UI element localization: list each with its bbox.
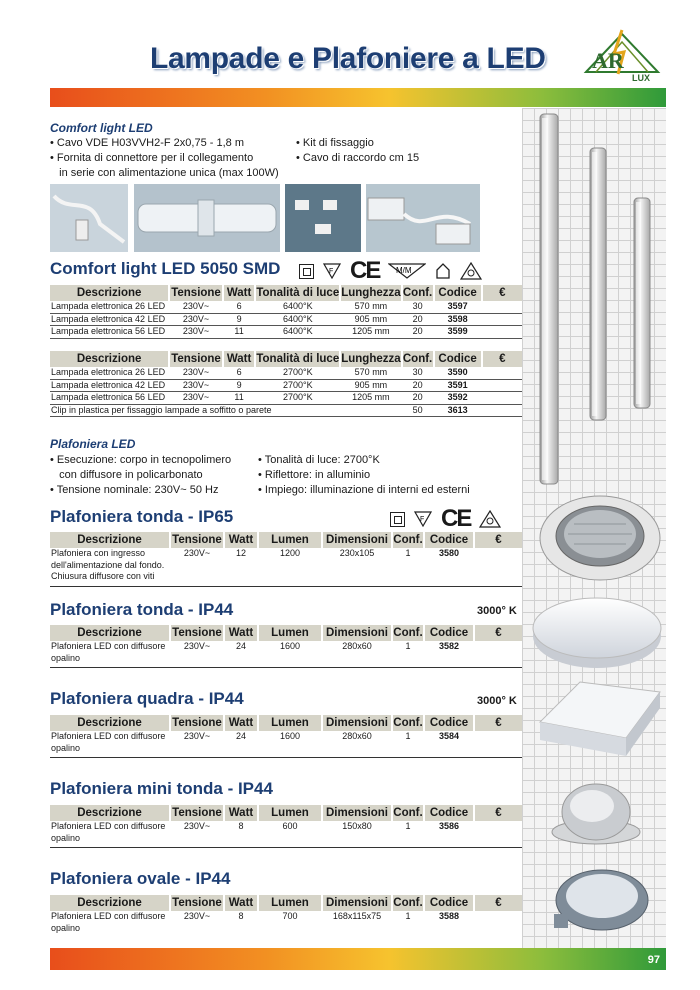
table-row: Plafoniera LED con diffusore opalino 230V~ 8 700 168x115x75 1 3588	[51, 911, 460, 933]
feature-item: • Kit di fissaggio	[296, 137, 374, 149]
col-descrizione: Descrizione	[50, 285, 169, 301]
product-heading: Plafoniera quadra - IP44	[50, 689, 244, 708]
feature-item: • Cavo VDE H03VVH2-F 2x0,75 - 1,8 m	[50, 137, 244, 149]
table-header: Descrizione Tensione Watt Lumen Dimensioni Conf. Codice €	[50, 625, 522, 641]
f-mark-icon	[414, 511, 432, 527]
col-conf: Conf.	[402, 353, 433, 365]
table-row: Lampada elettronica 42 LED 230V~ 9 6400°K 905 mm 20 3598	[50, 313, 522, 326]
table-header: Descrizione Tensione Watt Lumen Dimensioni Conf. Codice €	[50, 715, 522, 731]
table-row: Lampada elettronica 56 LED 230V~ 11 2700°K 1205 mm 20 3592	[50, 392, 522, 405]
svg-text:AR: AR	[592, 48, 624, 73]
product-heading: Plafoniera tonda - IP65	[50, 507, 234, 526]
house-icon	[435, 262, 451, 280]
svg-text:M/M: M/M	[396, 266, 412, 275]
product-table	[50, 805, 522, 844]
table-header	[50, 351, 522, 367]
table-header	[50, 285, 522, 301]
feature-item: • Tonalità di luce: 2700°K	[258, 454, 380, 466]
tube-joint-photo	[134, 184, 280, 252]
table-row: Plafoniera con ingresso dell'alimentazione dal fondo. Chiusura diffusore con viti 230V~ 12 1200 230x105 1 3580	[51, 548, 460, 581]
table-header: Descrizione Tensione Watt Lumen Dimensioni Conf. Codice €	[50, 805, 522, 821]
table-row-clip: Clip in plastica per fissaggio lampade a soffitto o parete 50 3613	[50, 404, 522, 417]
product-table	[50, 532, 522, 583]
svg-text:F: F	[420, 516, 425, 523]
feature-item: • Riflettore: in alluminio	[258, 469, 371, 481]
table-row: Lampada elettronica 26 LED 230V~ 6 6400°K 570 mm 30 3597	[50, 301, 522, 313]
col-watt: Watt	[223, 351, 256, 367]
certification-marks	[390, 507, 501, 531]
col-watt: Watt	[223, 285, 256, 301]
col-lunghezza: Lunghezza	[341, 353, 401, 365]
round-ip65-fixture-image	[538, 494, 662, 582]
feature-item: • Impiego: illuminazione di interni ed esterni	[258, 484, 470, 496]
divider	[50, 847, 522, 848]
mini-round-fixture-image	[546, 776, 646, 850]
feature-item: in serie con alimentazione unica (max 100W)	[50, 167, 279, 179]
col-tonalita: Tonalità di luce	[256, 353, 340, 365]
plafoniera-features-left	[50, 453, 231, 498]
table-row: Plafoniera LED con diffusore opalino 230V~ 8 600 150x80 1 3586	[51, 821, 460, 843]
col-tonalita: Tonalità di luce	[256, 287, 340, 299]
product-heading: Plafoniera mini tonda - IP44	[50, 779, 273, 798]
col-price: €	[482, 285, 522, 301]
page-number: 97	[647, 954, 660, 966]
table-row: Plafoniera LED con diffusore opalino 230V~ 24 1600 280x60 1 3582	[51, 641, 460, 663]
col-conf: Conf.	[402, 287, 433, 299]
comfort-features-left	[50, 136, 279, 181]
svg-text:LUX: LUX	[632, 73, 650, 83]
f-mark-icon	[323, 263, 341, 279]
led-tube-image-3	[630, 196, 658, 414]
led-tube-image-2	[586, 146, 614, 426]
feature-item: • Cavo di raccordo cm 15	[296, 152, 420, 164]
divider	[50, 667, 522, 668]
comfort-features-right	[296, 136, 419, 166]
mounting-kit-photo	[285, 184, 361, 252]
svg-text:F: F	[329, 268, 334, 275]
class-ii-icon	[390, 512, 405, 527]
recycling-icon	[479, 510, 501, 528]
certification-marks	[299, 259, 482, 283]
round-ip44-fixture-image	[530, 592, 664, 672]
ce-mark-icon: CE	[350, 257, 380, 284]
table-row: Lampada elettronica 56 LED 230V~ 11 6400°K 1205 mm 20 3599	[50, 326, 522, 339]
ce-mark-icon: CE	[441, 505, 471, 532]
feature-item: • Esecuzione: corpo in tecnopolimero	[50, 454, 232, 466]
product-table	[50, 895, 522, 934]
col-tensione: Tensione	[171, 287, 221, 299]
col-lunghezza: Lunghezza	[341, 287, 401, 299]
product-heading: Plafoniera ovale - IP44	[50, 869, 231, 888]
product-heading: Plafoniera tonda - IP44	[50, 600, 234, 619]
color-temperature-label: 3000° K	[477, 605, 517, 617]
col-tensione: Tensione	[171, 353, 221, 365]
oval-fixture-image	[546, 860, 656, 940]
product-table	[50, 625, 522, 664]
plafoniera-subtitle: Plafoniera LED	[50, 437, 136, 451]
arlux-logo	[578, 28, 668, 86]
divider	[50, 586, 522, 587]
comfort-table-2700k	[50, 351, 522, 417]
mm-mark-icon	[388, 263, 426, 279]
feature-item: con diffusore in policarbonato	[50, 469, 203, 481]
table-row: Plafoniera LED con diffusore opalino 230V~ 24 1600 280x60 1 3584	[51, 731, 460, 753]
table-row: Lampada elettronica 42 LED 230V~ 9 2700°K 905 mm 20 3591	[50, 379, 522, 392]
page-title: Lampade e Plafoniere a LED	[150, 42, 546, 75]
comfort-subtitle: Comfort light LED	[50, 121, 153, 135]
table-row: Lampada elettronica 26 LED 230V~ 6 2700°K 570 mm 30 3590	[50, 367, 522, 379]
col-codice: Codice	[434, 351, 482, 367]
table-header: Descrizione Tensione Watt Lumen Dimensioni Conf. Codice €	[50, 532, 522, 548]
cable-connector-photo	[50, 184, 128, 252]
divider	[50, 757, 522, 758]
product-table	[50, 715, 522, 754]
comfort-table-6400k	[50, 285, 522, 339]
table-header: Descrizione Tensione Watt Lumen Dimensioni Conf. Codice €	[50, 895, 522, 911]
feature-item: • Tensione nominale: 230V~ 50 Hz	[50, 484, 219, 496]
col-price: €	[482, 351, 522, 367]
connection-cable-photo	[366, 184, 480, 252]
plafoniera-features-right	[258, 453, 470, 498]
footer-color-band	[50, 948, 666, 970]
color-temperature-label: 3000° K	[477, 695, 517, 707]
col-descrizione: Descrizione	[50, 351, 169, 367]
feature-item: • Fornita di connettore per il collegamento	[50, 152, 254, 164]
col-codice: Codice	[434, 285, 482, 301]
class-ii-icon	[299, 264, 314, 279]
led-tube-image-1	[536, 112, 566, 492]
comfort-heading: Comfort light LED 5050 SMD	[50, 259, 281, 278]
recycling-icon	[460, 262, 482, 280]
square-fixture-image	[530, 678, 664, 770]
header-color-band	[50, 88, 666, 107]
